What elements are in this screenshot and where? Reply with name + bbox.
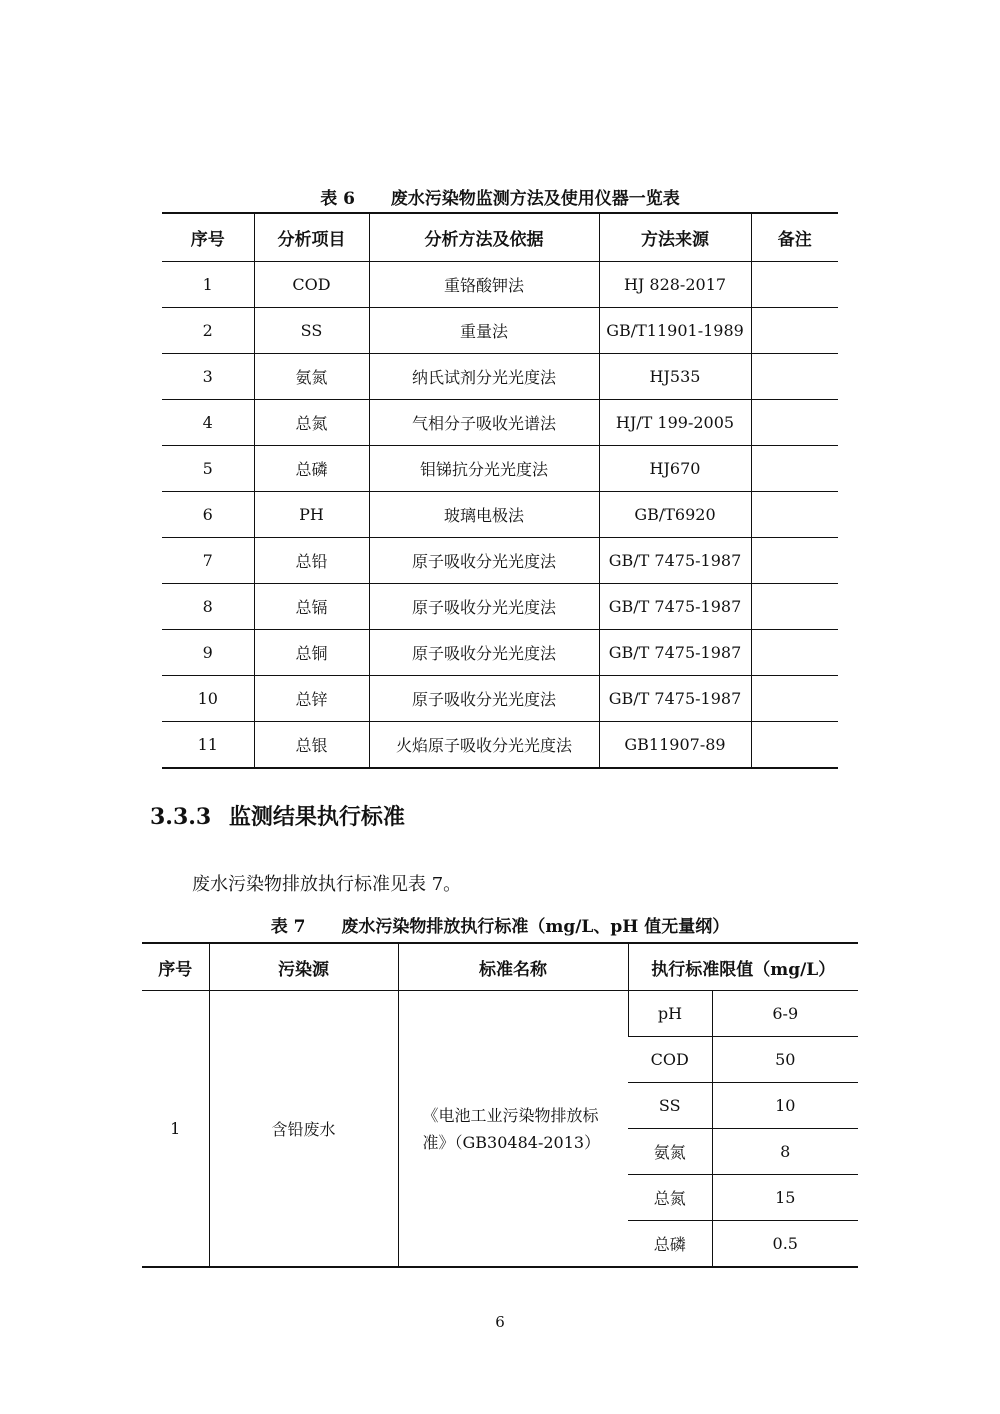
cell-item: 总氮: [254, 400, 369, 446]
cell-seq: 2: [162, 308, 254, 354]
cell-remark: [751, 354, 838, 400]
cell-item: 氨氮: [254, 354, 369, 400]
cell-item: SS: [254, 308, 369, 354]
cell-limit: 15: [712, 1175, 858, 1221]
header-source: 方法来源: [599, 213, 751, 262]
monitoring-methods-table: [162, 212, 838, 769]
cell-source: HJ670: [599, 446, 751, 492]
table6-caption-title: 废水污染物监测方法及使用仪器一览表: [390, 189, 680, 209]
page-number: 6: [495, 1313, 505, 1331]
cell-item: 总银: [254, 722, 369, 769]
cell-limit: 10: [712, 1083, 858, 1129]
cell-parameter: COD: [628, 1037, 712, 1083]
cell-remark: [751, 538, 838, 584]
cell-remark: [751, 446, 838, 492]
cell-seq: 1: [162, 262, 254, 308]
table7-caption: [142, 912, 858, 937]
cell-limit: 8: [712, 1129, 858, 1175]
cell-method: 玻璃电极法: [369, 492, 599, 538]
cell-parameter: 总氮: [628, 1175, 712, 1221]
header-limit-value: 执行标准限值（mg/L）: [628, 943, 858, 991]
cell-seq: 8: [162, 584, 254, 630]
cell-remark: [751, 722, 838, 769]
table-row: [162, 446, 838, 492]
table-header-row: [162, 213, 838, 262]
table-row: [162, 722, 838, 769]
table-row: [162, 262, 838, 308]
cell-seq: 5: [162, 446, 254, 492]
cell-source: HJ535: [599, 354, 751, 400]
cell-method: 原子吸收分光光度法: [369, 630, 599, 676]
table-row: [162, 676, 838, 722]
cell-parameter: 总磷: [628, 1221, 712, 1268]
table-row: [142, 991, 858, 1037]
table-row: [162, 538, 838, 584]
header-remark: 备注: [751, 213, 838, 262]
cell-remark: [751, 262, 838, 308]
table6-caption: [162, 184, 838, 209]
cell-item: 总镉: [254, 584, 369, 630]
cell-method: 气相分子吸收光谱法: [369, 400, 599, 446]
cell-method: 重量法: [369, 308, 599, 354]
cell-remark: [751, 400, 838, 446]
cell-method: 原子吸收分光光度法: [369, 676, 599, 722]
cell-seq: 7: [162, 538, 254, 584]
header-standard-name: 标准名称: [398, 943, 628, 991]
body-paragraph: 废水污染物排放执行标准见表 7。: [192, 874, 462, 895]
table-row: [162, 308, 838, 354]
cell-limit: 50: [712, 1037, 858, 1083]
cell-remark: [751, 492, 838, 538]
cell-item: 总锌: [254, 676, 369, 722]
header-seq: 序号: [162, 213, 254, 262]
header-item: 分析项目: [254, 213, 369, 262]
cell-source: GB/T6920: [599, 492, 751, 538]
cell-method: 钼锑抗分光光度法: [369, 446, 599, 492]
cell-limit: 6-9: [712, 991, 858, 1037]
header-pollution-source: 污染源: [209, 943, 398, 991]
cell-method: 原子吸收分光光度法: [369, 538, 599, 584]
cell-standard-name: 《电池工业污染物排放标准》（GB30484-2013）: [398, 991, 628, 1268]
cell-pollution-source: 含铅废水: [209, 991, 398, 1268]
cell-item: PH: [254, 492, 369, 538]
header-method: 分析方法及依据: [369, 213, 599, 262]
table-row: [162, 630, 838, 676]
table7-caption-label: 表 7: [270, 917, 306, 937]
cell-item: COD: [254, 262, 369, 308]
cell-method: 纳氏试剂分光光度法: [369, 354, 599, 400]
cell-seq: 1: [142, 991, 209, 1268]
header-seq: 序号: [142, 943, 209, 991]
cell-method: 火焰原子吸收分光光度法: [369, 722, 599, 769]
cell-seq: 10: [162, 676, 254, 722]
cell-source: GB11907-89: [599, 722, 751, 769]
discharge-standard-table: [142, 942, 858, 1268]
cell-remark: [751, 584, 838, 630]
cell-seq: 11: [162, 722, 254, 769]
table6-caption-label: 表 6: [320, 189, 355, 209]
cell-seq: 4: [162, 400, 254, 446]
section-heading: [150, 800, 405, 831]
cell-remark: [751, 676, 838, 722]
cell-source: HJ 828-2017: [599, 262, 751, 308]
cell-remark: [751, 308, 838, 354]
table-row: [162, 492, 838, 538]
section-number: 3.3.3: [150, 804, 212, 830]
cell-source: GB/T11901-1989: [599, 308, 751, 354]
cell-source: HJ/T 199-2005: [599, 400, 751, 446]
cell-method: 原子吸收分光光度法: [369, 584, 599, 630]
cell-seq: 6: [162, 492, 254, 538]
cell-seq: 9: [162, 630, 254, 676]
cell-seq: 3: [162, 354, 254, 400]
cell-remark: [751, 630, 838, 676]
cell-item: 总铜: [254, 630, 369, 676]
table-row: [162, 584, 838, 630]
table-header-row: [142, 943, 858, 991]
cell-source: GB/T 7475-1987: [599, 584, 751, 630]
cell-source: GB/T 7475-1987: [599, 538, 751, 584]
cell-item: 总磷: [254, 446, 369, 492]
cell-source: GB/T 7475-1987: [599, 676, 751, 722]
cell-source: GB/T 7475-1987: [599, 630, 751, 676]
table7-caption-title: 废水污染物排放执行标准（mg/L、pH 值无量纲）: [341, 917, 730, 937]
cell-item: 总铅: [254, 538, 369, 584]
cell-parameter: 氨氮: [628, 1129, 712, 1175]
table-row: [162, 354, 838, 400]
cell-limit: 0.5: [712, 1221, 858, 1268]
cell-parameter: SS: [628, 1083, 712, 1129]
section-title: 监测结果执行标准: [228, 804, 405, 830]
cell-method: 重铬酸钾法: [369, 262, 599, 308]
table-row: [162, 400, 838, 446]
cell-parameter: pH: [628, 991, 712, 1037]
